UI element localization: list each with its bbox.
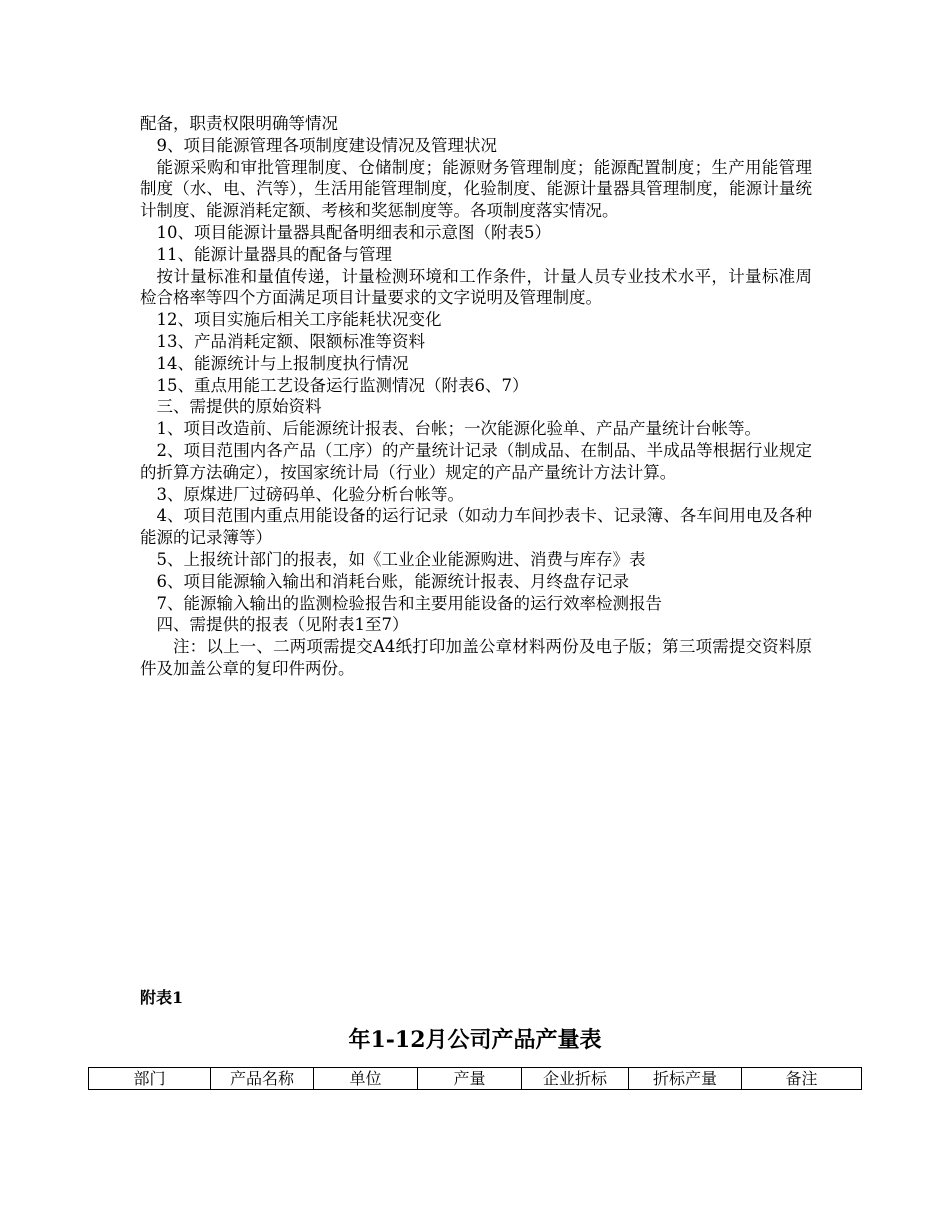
table-title: 年1-12月公司产品产量表 — [348, 1027, 602, 1053]
list-item: 9、项目能源管理各项制度建设情况及管理状况 — [156, 135, 497, 155]
product-output-table — [88, 1067, 862, 1090]
list-item: 7、能源输入输出的监测检验报告和主要用能设备的运行效率检测报告 — [156, 593, 662, 613]
list-item: 1、项目改造前、后能源统计报表、台帐；一次能源化验单、产品产量统计台帐等。 — [156, 419, 761, 439]
list-item: 2、项目范围内各产品（工序）的产量统计记录（制成品、在制品、半成品等根据行业规定的折算方法确定），按国家统计局（行业）规定的产品产量统计方法计算。 — [140, 440, 812, 482]
column-header: 部门 — [89, 1068, 211, 1090]
paragraph: 配备，职责权限明确等情况 — [140, 114, 338, 133]
list-item: 14、能源统计与上报制度执行情况 — [156, 353, 409, 373]
table-header-row — [89, 1068, 862, 1090]
section-heading: 四、需提供的报表（见附表1至7） — [156, 615, 409, 635]
column-header: 产量 — [418, 1068, 522, 1090]
column-header: 折标产量 — [629, 1068, 742, 1090]
list-item: 3、原煤进厂过磅码单、化验分析台帐等。 — [156, 484, 464, 504]
paragraph: 能源采购和审批管理制度、仓储制度；能源财务管理制度；能源配置制度；生产用能管理制度（水、电、汽等），生活用能管理制度，化验制度、能源计量器具管理制度，能源计量统计制度、能源消耗定额、考核和奖惩制度等。各项制度落实情况。 — [140, 157, 812, 221]
list-item: 11、能源计量器具的配备与管理 — [156, 244, 392, 264]
list-item: 15、重点用能工艺设备运行监测情况（附表6、7） — [156, 375, 529, 395]
paragraph: 按计量标准和量值传递，计量检测环境和工作条件，计量人员专业技术水平，计量标准周检合格率等四个方面满足项目计量要求的文字说明及管理制度。 — [140, 266, 812, 308]
document-body — [140, 113, 812, 680]
column-header: 企业折标 — [522, 1068, 629, 1090]
list-item: 12、项目实施后相关工序能耗状况变化 — [156, 310, 442, 330]
list-item: 5、上报统计部门的报表，如《工业企业能源购进、消费与库存》表 — [156, 549, 646, 569]
column-header: 备注 — [742, 1068, 862, 1090]
list-item: 13、产品消耗定额、限额标准等资料 — [156, 331, 425, 351]
list-item: 4、项目范围内重点用能设备的运行记录（如动力车间抄表卡、记录簿、各车间用电及各种能源的记录簿等） — [140, 506, 812, 548]
list-item: 10、项目能源计量器具配备明细表和示意图（附表5） — [156, 222, 551, 242]
note-paragraph: 注：以上一、二两项需提交A4纸打印加盖公章材料两份及电子版；第三项需提交资料原件及加盖公章的复印件两份。 — [140, 637, 812, 678]
section-heading: 三、需提供的原始资料 — [156, 397, 322, 417]
list-item: 6、项目能源输入输出和消耗台账，能源统计报表、月终盘存记录 — [156, 571, 629, 591]
column-header: 单位 — [314, 1068, 418, 1090]
appendix-label: 附表1 — [140, 988, 184, 1007]
column-header: 产品名称 — [211, 1068, 314, 1090]
